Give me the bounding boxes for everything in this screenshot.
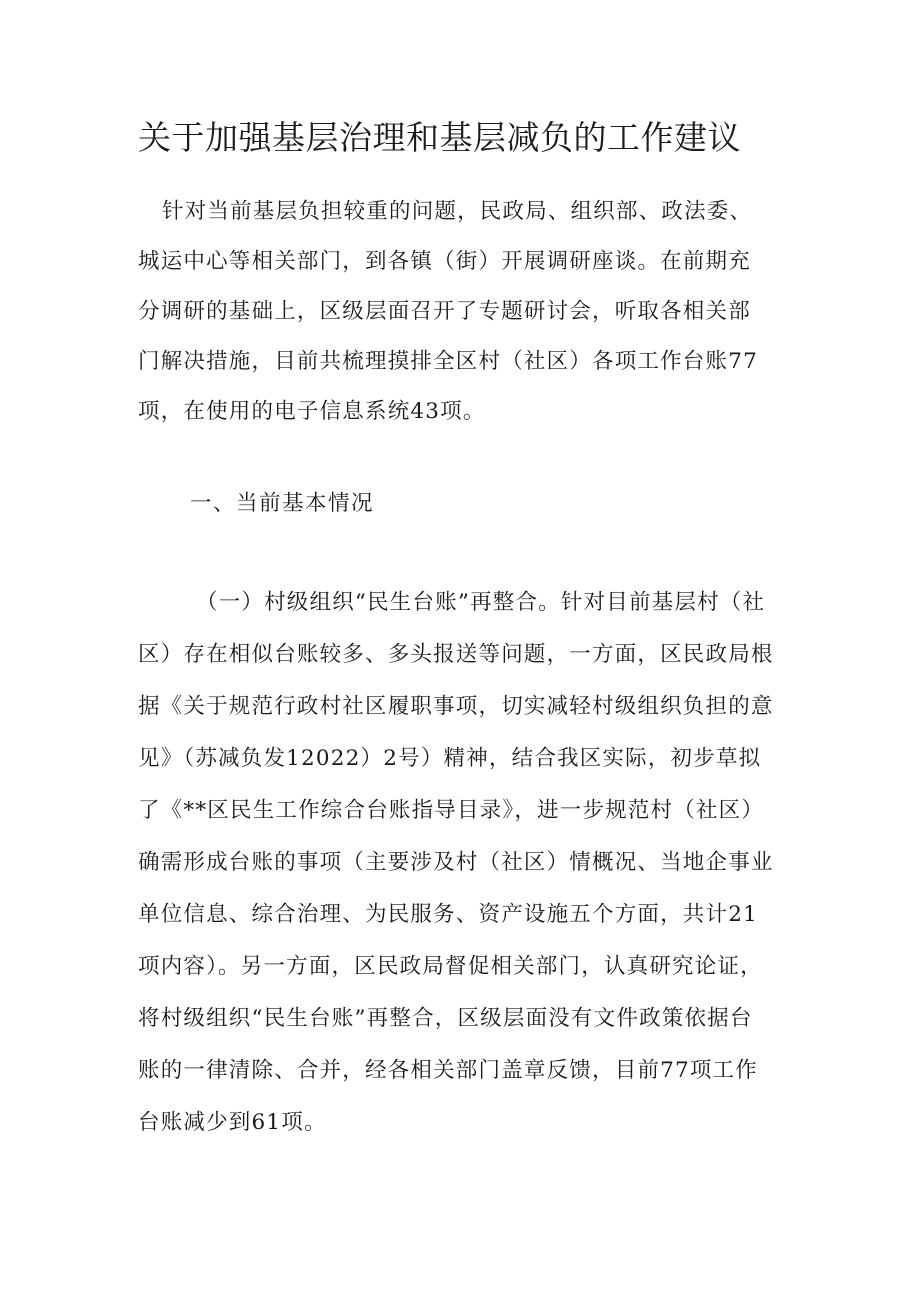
- body-line: 账的一律清除、合并，经各相关部门盖章反馈，目前77项工作: [138, 1058, 758, 1083]
- body-line: 了《**区民生工作综合台账指导目录》，进一步规范村（社区）: [138, 798, 765, 823]
- intro-line: 门解决措施，目前共梳理摸排全区村（社区）各项工作台账77: [138, 349, 758, 374]
- body-line: 单位信息、综合治理、为民服务、资产设施五个方面，共计21: [138, 902, 758, 927]
- body-line: 确需形成台账的事项（主要涉及村（社区）情概况、当地企事业: [138, 850, 774, 875]
- intro-line: 分调研的基础上，区级层面召开了专题研讨会，听取各相关部: [138, 299, 751, 324]
- body-line: 区）存在相似台账较多、多头报送等问题，一方面，区民政局根: [138, 642, 774, 667]
- intro-line: 项，在使用的电子信息系统43项。: [138, 399, 486, 424]
- body-line: （一）村级组织“民生台账”再整合。针对目前基层村（社: [196, 590, 766, 615]
- body-line: 将村级组织“民生台账”再整合，区级层面没有文件政策依据台: [138, 1006, 753, 1031]
- body-line: 项内容）。另一方面，区民政局督促相关部门，认真研究论证，: [138, 954, 763, 979]
- intro-line: 针对当前基层负担较重的问题，民政局、组织部、政法委、: [162, 199, 753, 224]
- body-line: 见》（苏减负发12022）2号）精神，结合我区实际，初步草拟: [138, 746, 762, 771]
- document-title: 关于加强基层治理和基层减负的工作建议: [138, 118, 741, 157]
- intro-line: 城运中心等相关部门，到各镇（街）开展调研座谈。在前期充: [138, 249, 751, 274]
- section-heading: 一、当前基本情况: [190, 491, 375, 516]
- body-line: 据《关于规范行政村社区履职事项，切实减轻村级组织负担的意: [138, 694, 774, 719]
- body-line: 台账减少到61项。: [138, 1110, 327, 1135]
